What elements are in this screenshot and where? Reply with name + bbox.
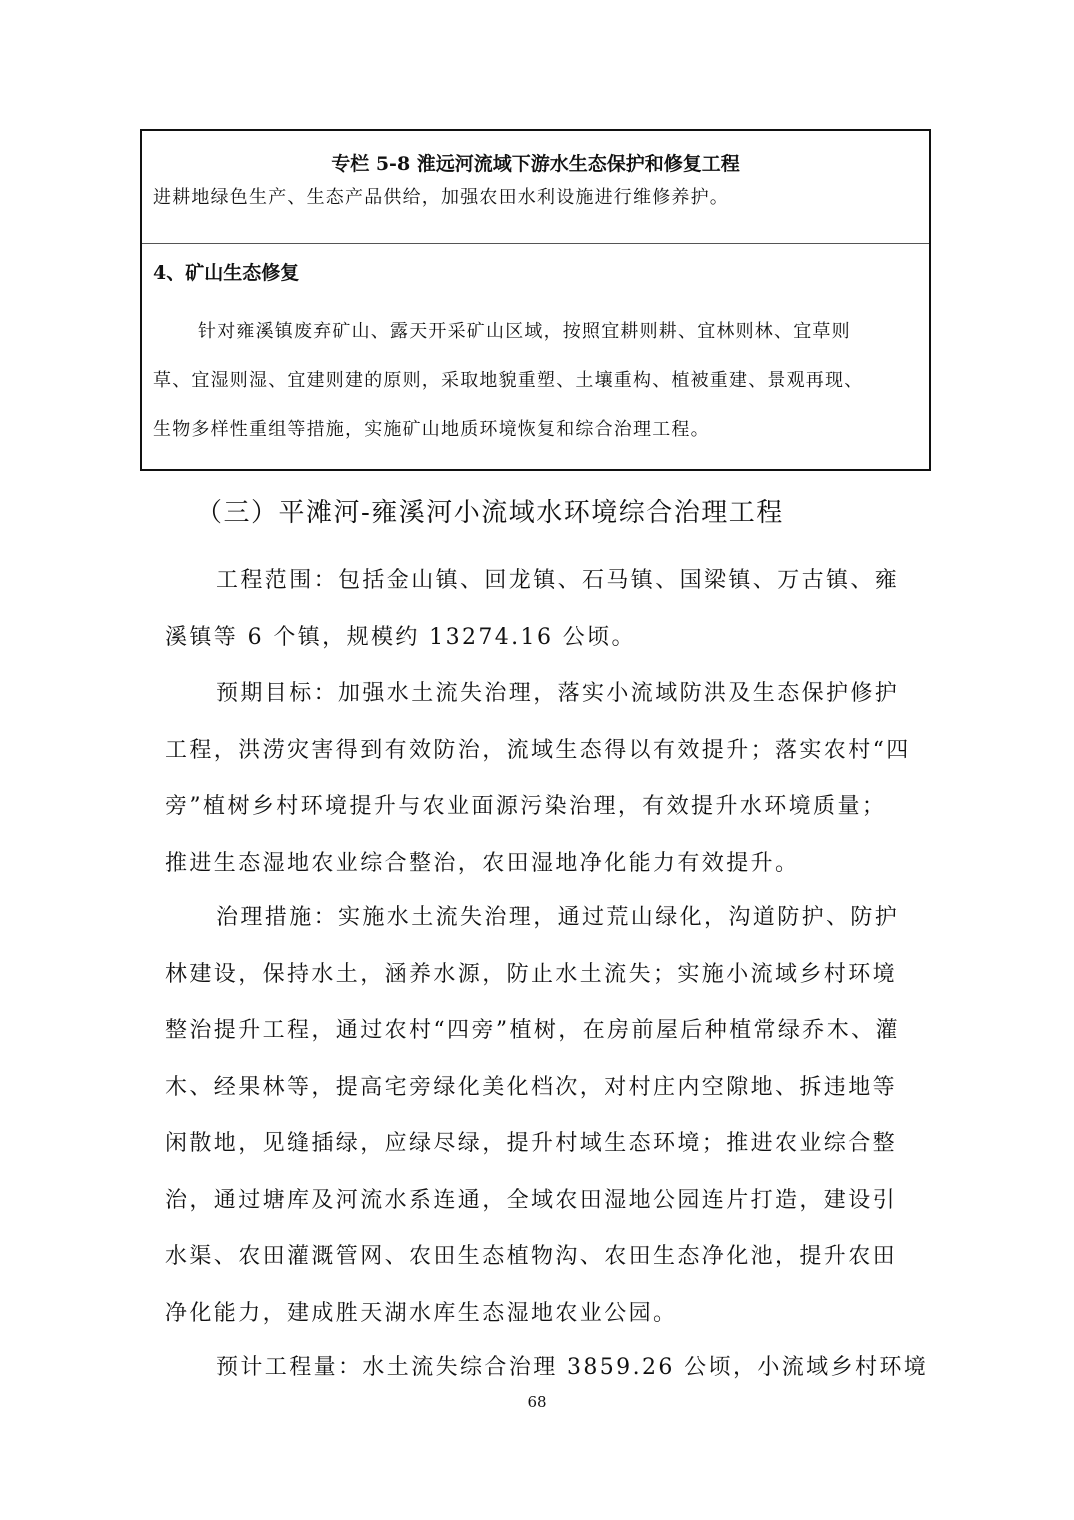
page-number: 68 bbox=[527, 1393, 547, 1411]
paragraph-line: 林建设，保持水土，涵养水源，防止水土流失；实施小流域乡村环境 bbox=[165, 961, 898, 987]
paragraph-line: 预期目标：加强水土流失治理，落实小流域防洪及生态保护修护 bbox=[216, 681, 900, 706]
paragraph-line: 治，通过塘库及河流水系连通，全域农田湿地公园连片打造，建设引 bbox=[165, 1187, 898, 1213]
paragraph-scope bbox=[165, 553, 915, 666]
paragraph-line: 水渠、农田灌溉管网、农田生态植物沟、农田生态净化池，提升农田 bbox=[165, 1244, 898, 1269]
box-title: 专栏 5-8 淮远河流域下游水生态保护和修复工程 bbox=[331, 153, 740, 175]
paragraph-line: 闲散地，见缝插绿，应绿尽绿，提升村域生态环境；推进农业综合整 bbox=[165, 1131, 898, 1156]
feature-box bbox=[140, 129, 931, 471]
section-heading: （三）平滩河-雍溪河小流域水环境综合治理工程 bbox=[196, 498, 784, 528]
box-subheading: 4、矿山生态修复 bbox=[153, 262, 300, 284]
box-continued-line: 进耕地绿色生产、生态产品供给，加强农田水利设施进行维修养护。 bbox=[153, 187, 729, 208]
paragraph-goals bbox=[165, 666, 915, 892]
paragraph-line: 溪镇等 6 个镇，规模约 13274.16 公顷。 bbox=[165, 624, 636, 650]
box-text-line: 生物多样性重组等措施，实施矿山地质环境恢复和综合治理工程。 bbox=[153, 419, 710, 440]
paragraph-line: 推进生态湿地农业综合整治，农田湿地净化能力有效提升。 bbox=[165, 850, 800, 876]
paragraph-line: 旁”植树乡村环境提升与农业面源污染治理，有效提升水环境质量； bbox=[165, 794, 887, 819]
paragraph-line: 木、经果林等，提高宅旁绿化美化档次，对村庄内空隙地、拆违地等 bbox=[165, 1074, 898, 1100]
paragraph-line: 预计工程量：水土流失综合治理 3859.26 公顷，小流域乡村环境 bbox=[216, 1355, 929, 1380]
paragraph-line: 工程范围：包括金山镇、回龙镇、石马镇、国梁镇、万古镇、雍 bbox=[216, 568, 900, 593]
box-text-line: 草、宜湿则湿、宜建则建的原则，采取地貌重塑、土壤重构、植被重建、景观再现、 bbox=[153, 370, 864, 391]
paragraph-line: 治理措施：实施水土流失治理，通过荒山绿化，沟道防护、防护 bbox=[216, 905, 900, 930]
box-divider bbox=[142, 243, 929, 244]
paragraph-workload bbox=[165, 1340, 929, 1397]
paragraph-line: 工程，洪涝灾害得到有效防治，流域生态得以有效提升；落实农村“四 bbox=[165, 737, 911, 763]
box-text-line: 针对雍溪镇废弃矿山、露天开采矿山区域，按照宜耕则耕、宜林则林、宜草则 bbox=[198, 321, 851, 342]
paragraph-line: 净化能力，建成胜天湖水库生态湿地农业公园。 bbox=[165, 1300, 678, 1326]
paragraph-measures bbox=[165, 890, 915, 1342]
paragraph-line: 整治提升工程，通过农村“四旁”植树，在房前屋后种植常绿乔木、灌 bbox=[165, 1018, 900, 1043]
